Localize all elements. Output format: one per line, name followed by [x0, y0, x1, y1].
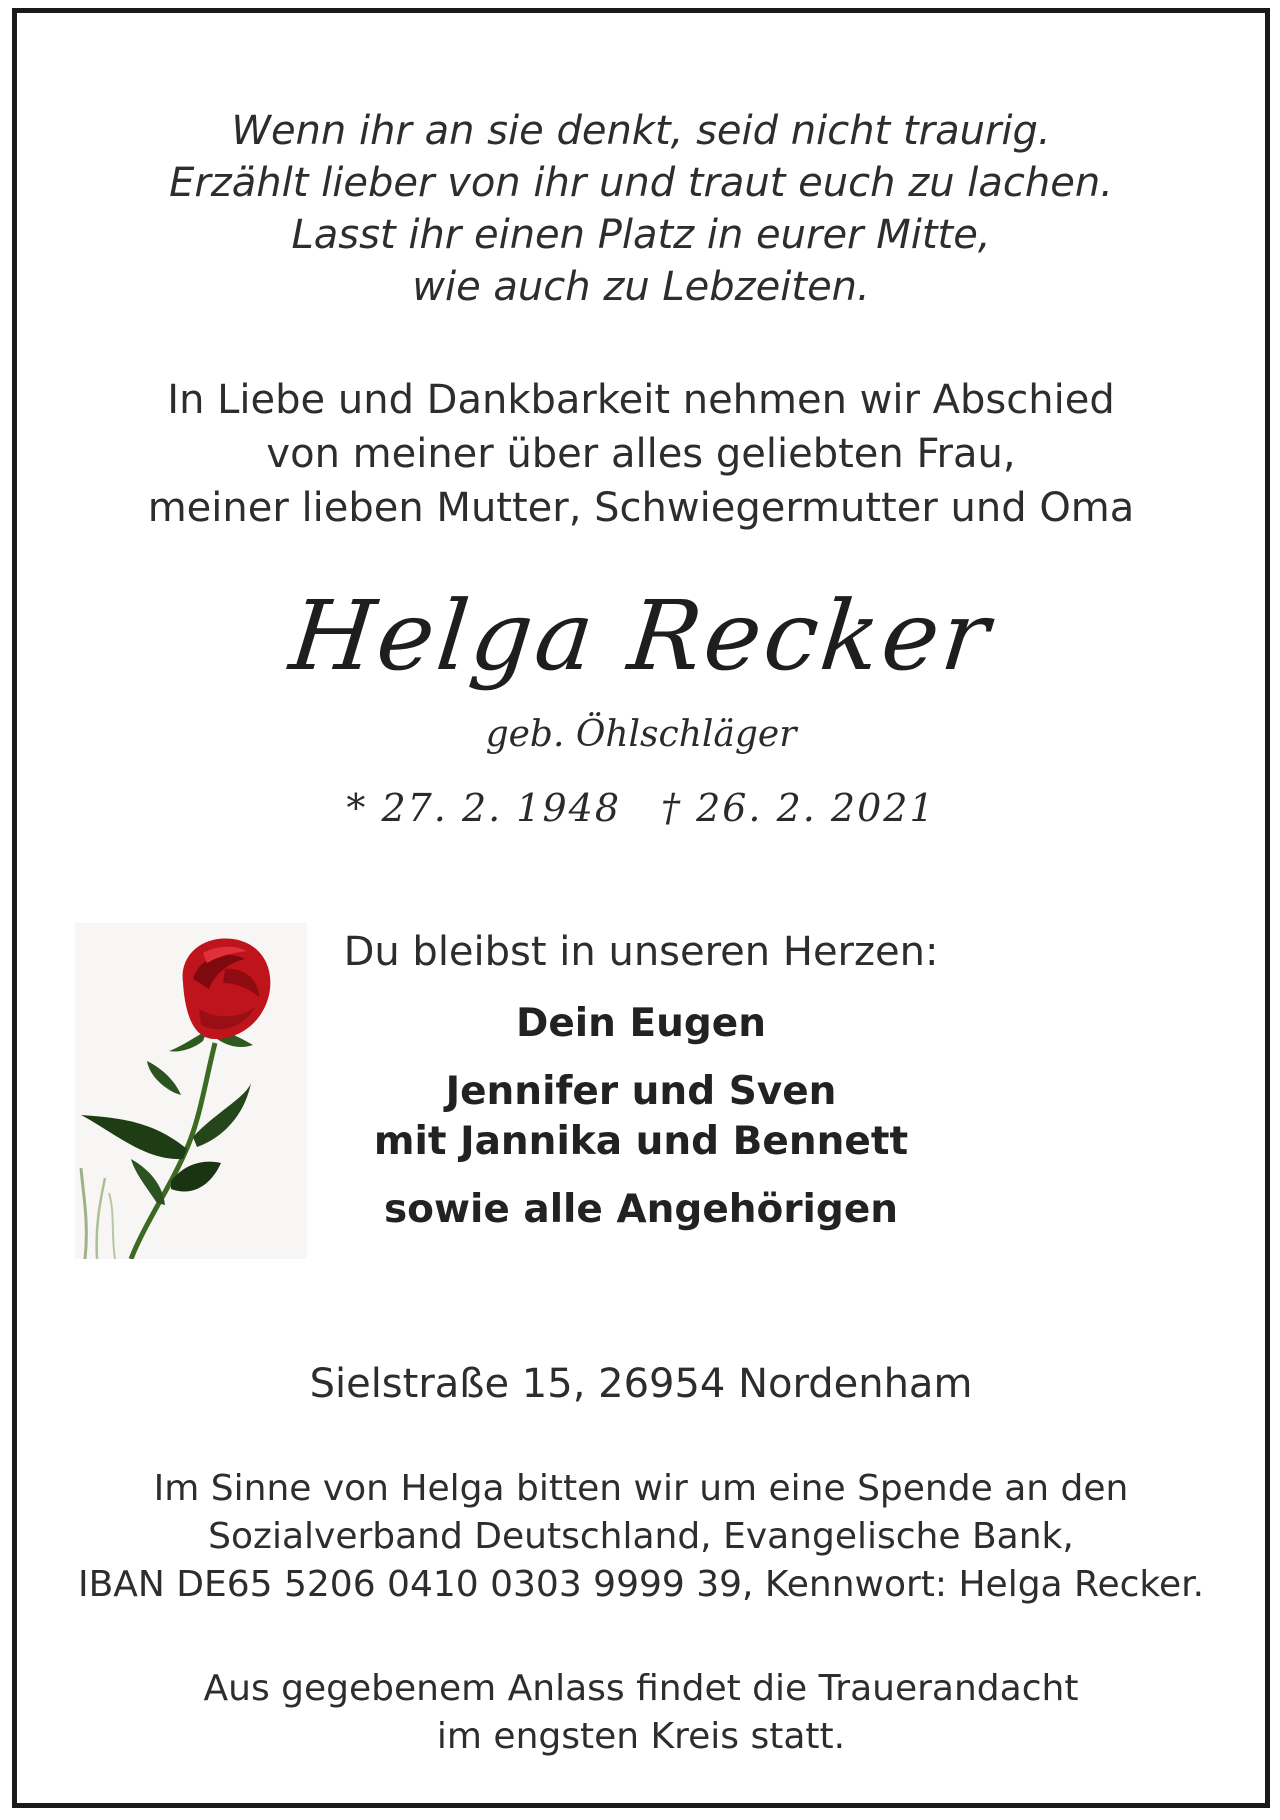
- service-line: Aus gegebenem Anlass findet die Trauerandacht: [203, 1668, 1079, 1709]
- death-date: † 26. 2. 2021: [661, 786, 936, 830]
- farewell-line: meiner lieben Mutter, Schwiegermutter und Oma: [147, 485, 1135, 531]
- poem-line: Erzählt lieber von ihr und traut euch zu lachen.: [169, 160, 1113, 206]
- service-line: im engsten Kreis statt.: [436, 1716, 846, 1757]
- mourners-intro: Du bleibst in unseren Herzen:: [343, 929, 939, 975]
- farewell-intro: [17, 373, 1265, 535]
- poem-line: wie auch zu Lebzeiten.: [412, 264, 870, 310]
- poem-line: Wenn ihr an sie denkt, seid nicht traurig.: [231, 108, 1051, 154]
- donation-line: Sozialverband Deutschland, Evangelische Bank,: [208, 1516, 1074, 1557]
- mourner-group: [17, 1067, 1265, 1167]
- birth-date: * 27. 2. 1948: [346, 786, 621, 830]
- obituary-frame: [12, 8, 1270, 1808]
- mourners-list: [17, 999, 1265, 1253]
- mourner-group: [17, 1185, 1265, 1235]
- service-note: [17, 1665, 1265, 1761]
- mourner-line: Dein Eugen: [515, 1001, 767, 1046]
- family-address: Sielstraße 15, 26954 Nordenham: [309, 1361, 973, 1407]
- life-dates: [17, 785, 1265, 831]
- poem: [17, 105, 1265, 313]
- mourner-group: [17, 999, 1265, 1049]
- donation-line: Im Sinne von Helga bitten wir um eine Spende an den: [153, 1468, 1129, 1509]
- farewell-line: In Liebe und Dankbarkeit nehmen wir Abschied: [167, 377, 1115, 423]
- mourner-line: sowie alle Angehörigen: [383, 1187, 899, 1232]
- deceased-name: Helga Recker: [285, 580, 997, 692]
- donation-line: IBAN DE65 5206 0410 0303 9999 39, Kennwort: Helga Recker.: [77, 1564, 1205, 1605]
- maiden-name: geb. Öhlschläger: [485, 714, 797, 755]
- mourner-line: Jennifer und Sven: [445, 1069, 837, 1114]
- mourner-line: mit Jannika und Bennett: [373, 1119, 909, 1164]
- donation-note: [17, 1465, 1265, 1609]
- farewell-line: von meiner über alles geliebten Frau,: [266, 431, 1016, 477]
- poem-line: Lasst ihr einen Platz in eurer Mitte,: [291, 212, 991, 258]
